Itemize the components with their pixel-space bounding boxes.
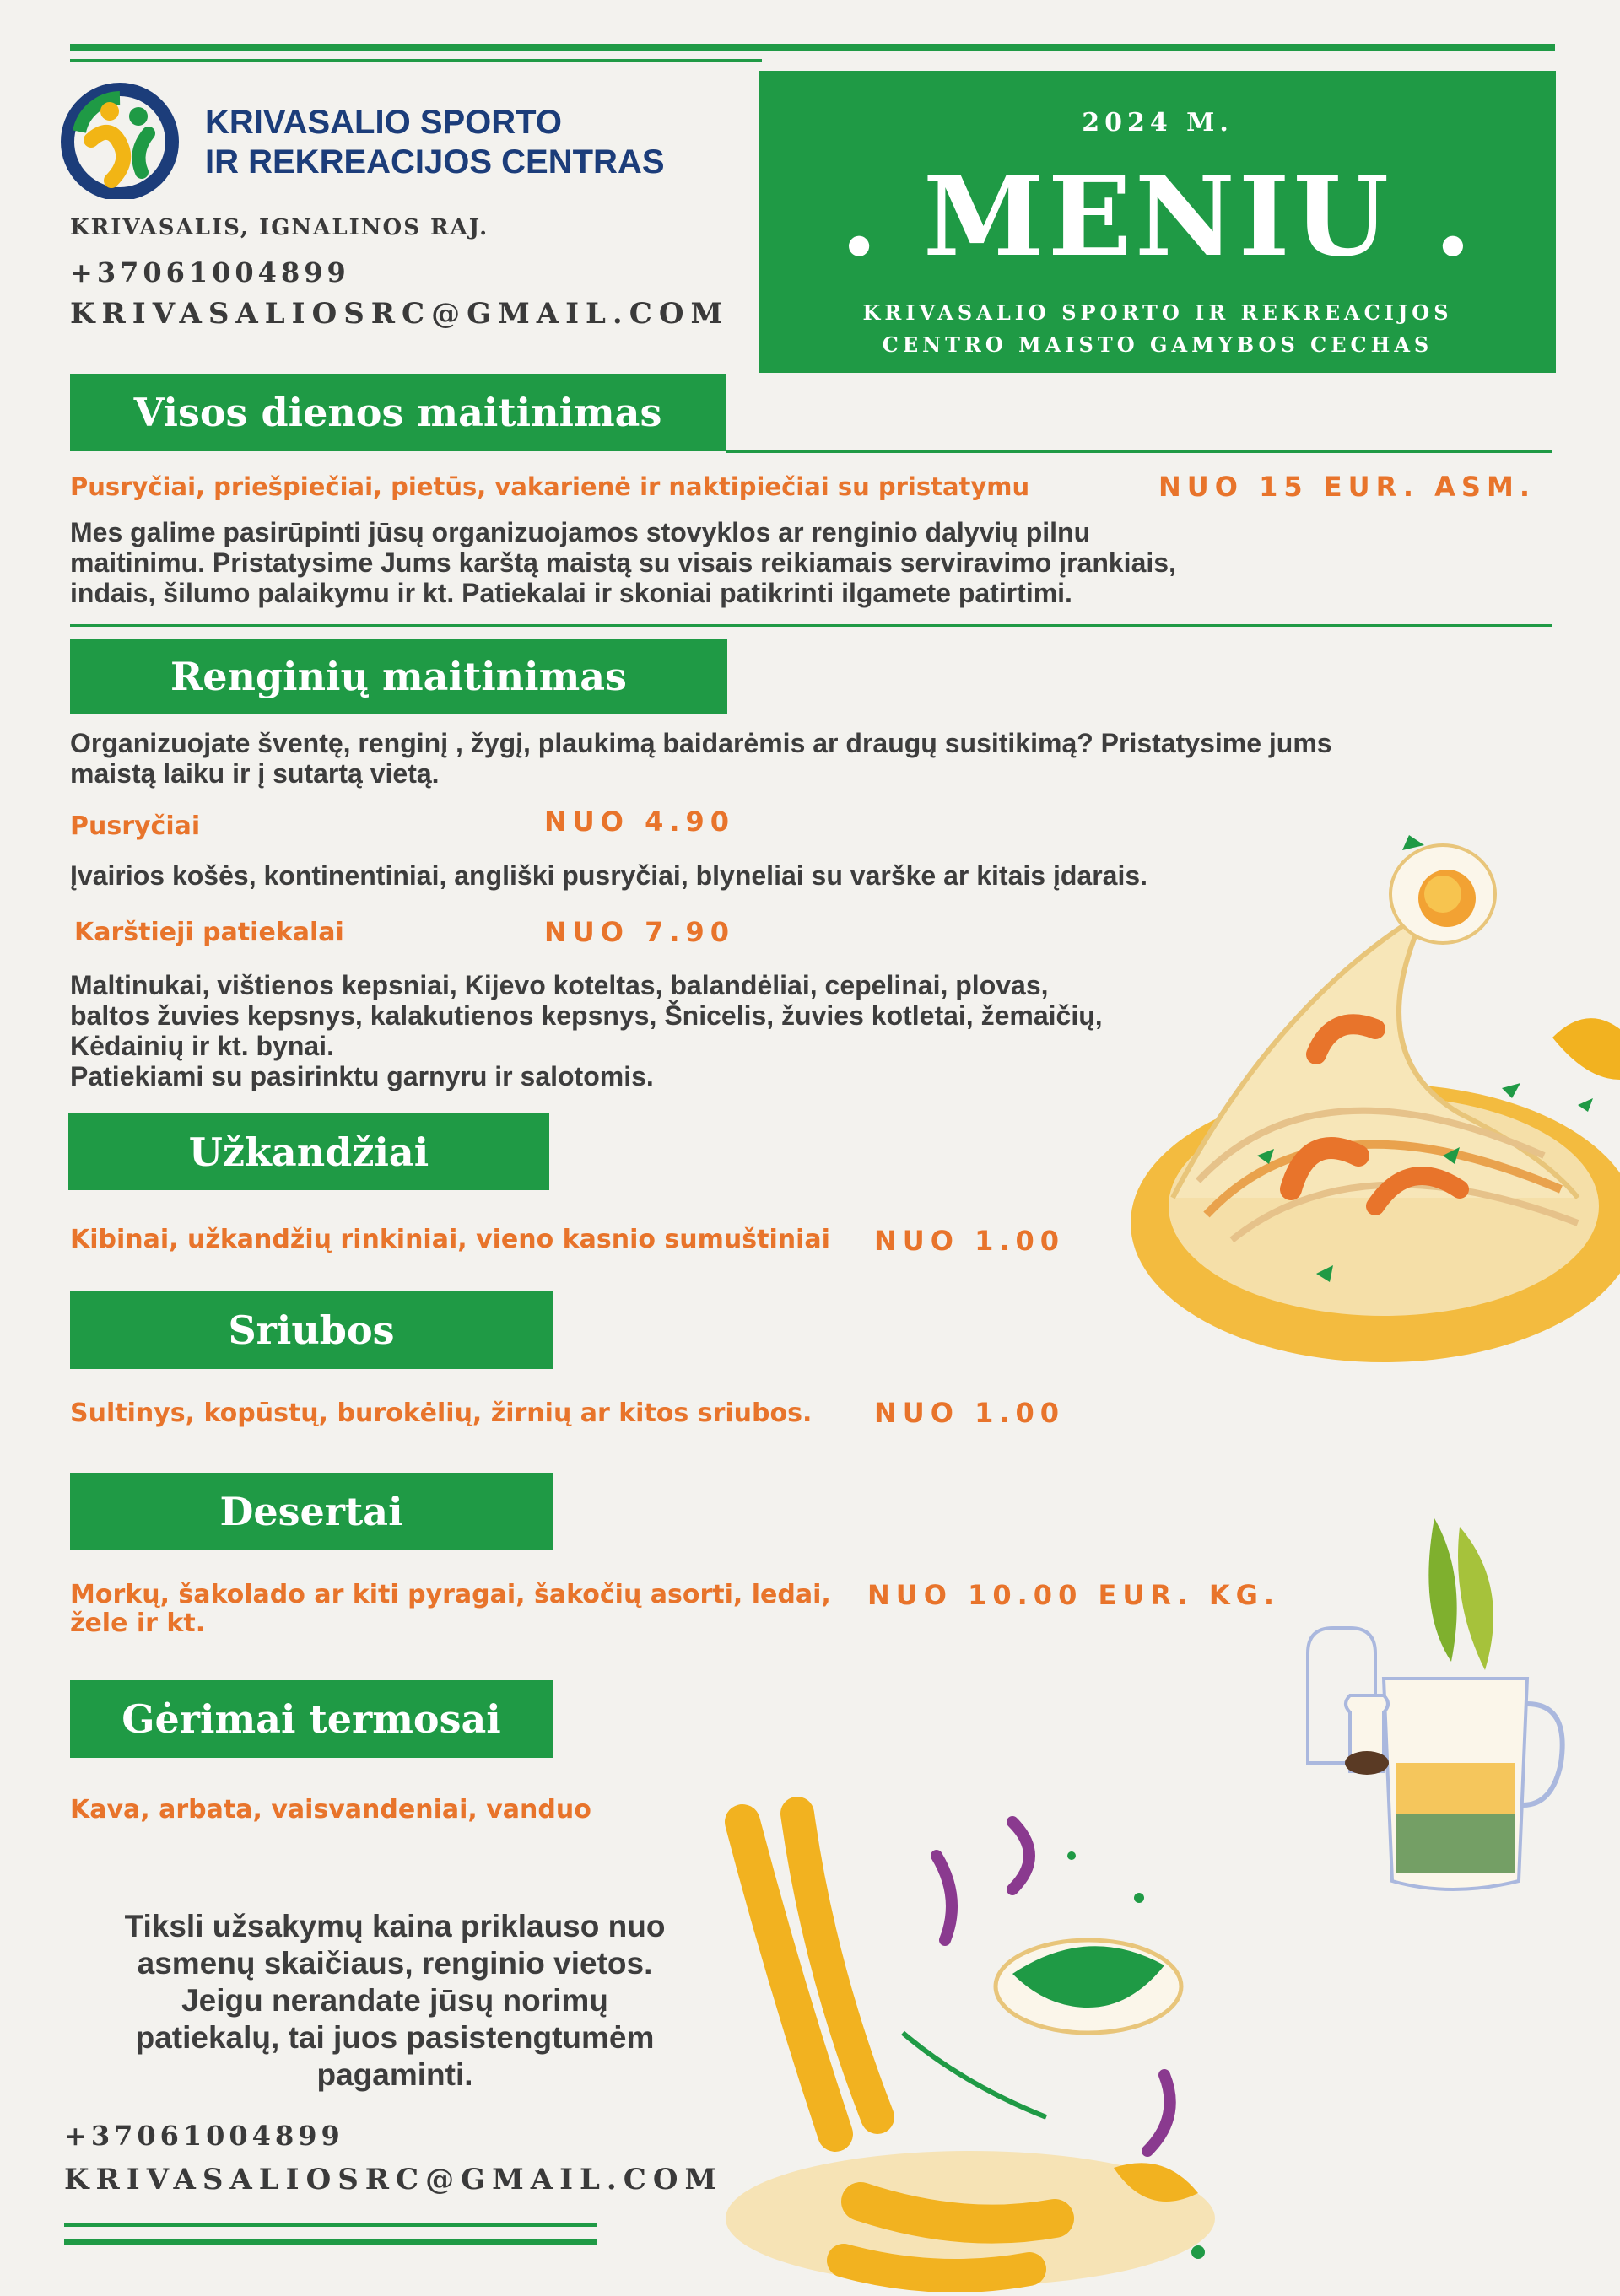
section-rule <box>726 450 1552 453</box>
section-title-desserts: Desertai <box>70 1473 553 1550</box>
skewers-illustration <box>692 1797 1249 2292</box>
top-rule-thin <box>70 59 762 62</box>
hot-dishes-description: Maltinukai, vištienos kepsniai, Kijevo koteltas, balandėliai, cepelinai, plovas, baltos žuvies kepsnys, kalakutienos kepsnys, Šnicelis, žuvies kotletai, žemaičių, Kėdainių ir kt. bynai. Patiekiami su pasirinktu garnyru ir salotomis. <box>70 970 1103 1091</box>
bottom-rule <box>64 2223 597 2227</box>
location-text: KRIVASALIS, IGNALINOS RAJ. <box>70 215 489 240</box>
hot-dishes-label: Karštieji patiekalai <box>74 918 344 947</box>
all-day-price: NUO 15 EUR. ASM. <box>1158 471 1536 503</box>
section-title-all-day: Visos dienos maitinimas <box>70 374 726 451</box>
logo-icon <box>61 81 179 199</box>
all-day-item: Pusryčiai, priešpiečiai, pietūs, vakarienė ir naktipiečiai su pristatymu <box>70 472 1030 501</box>
bottom-rule-thick <box>64 2239 597 2245</box>
section-title-snacks: Užkandžiai <box>68 1113 549 1190</box>
events-intro: Organizuojate šventę, renginį , žygį, plaukimą baidarėmis ar draugų susitikimą? Pristatysime jums maistą laiku ir į sutartą vietą. <box>70 728 1332 789</box>
hot-dishes-price: NUO 7.90 <box>544 916 736 948</box>
all-day-description: Mes galime pasirūpinti jūsų organizuojamos stovyklos ar renginio dalyvių pilnu maitinimu. Pristatysime Jums karštą maistą su visais reikiamais serviravimo įrankiais, indais, šilumo palaikymu ir kt. Patiekalai ir skoniai patikrinti ilgamete patirtimi. <box>70 517 1176 608</box>
banner-year: 2024 M. <box>1082 108 1234 137</box>
email-text: KRIVASALIOSRC@GMAIL.COM <box>70 297 730 331</box>
soups-price: NUO 1.00 <box>874 1397 1066 1429</box>
section-title-soups: Sriubos <box>70 1291 553 1369</box>
footer-note: Tiksli užsakymų kaina priklauso nuo asmenų skaičiaus, renginio vietos. Jeigu nerandate jūsų norimų patiekalų, tai juos pasistengtumėm pagaminti. <box>124 1909 666 2092</box>
org-name-line1: KRIVASALIO SPORTO <box>205 104 563 141</box>
menu-banner <box>759 71 1556 373</box>
drinks-item: Kava, arbata, vaisvandeniai, vanduo <box>70 1795 591 1824</box>
banner-subtitle-line2: CENTRO MAISTO GAMYBOS CECHAS <box>882 332 1434 357</box>
banner-subtitle-line1: KRIVASALIO SPORTO IR REKREACIJOS <box>862 300 1453 325</box>
section-title-events: Renginių maitinimas <box>70 639 727 714</box>
drinks-illustration <box>1291 1510 1595 1898</box>
top-rule <box>70 44 1555 51</box>
breakfast-price: NUO 4.90 <box>544 806 736 838</box>
section-title-drinks: Gėrimai termosai <box>70 1680 553 1758</box>
footer-phone: +37061004899 <box>64 2120 344 2152</box>
snacks-item: Kibinai, užkandžių rinkiniai, vieno kasnio sumuštiniai <box>70 1225 830 1254</box>
desserts-item: Morkų, šakolado ar kiti pyragai, šakočių asorti, ledai, žele ir kt. <box>70 1580 831 1638</box>
snacks-price: NUO 1.00 <box>874 1225 1066 1257</box>
org-name-line2: IR REKREACIJOS CENTRAS <box>205 143 665 181</box>
footer-email: KRIVASALIOSRC@GMAIL.COM <box>64 2163 724 2196</box>
banner-title: . MENIU . <box>840 152 1476 281</box>
breakfast-description: Įvairios košės, kontinentiniai, angliški pusryčiai, blyneliai su varške ar kitais įdarais. <box>70 860 1148 891</box>
section-rule <box>70 624 1552 627</box>
breakfast-label: Pusryčiai <box>70 811 201 841</box>
desserts-price: NUO 10.00 EUR. KG. <box>867 1579 1281 1611</box>
phone-text: +37061004899 <box>70 256 350 288</box>
noodle-bowl-illustration <box>1105 835 1620 1409</box>
soups-item: Sultinys, kopūstų, burokėlių, žirnių ar kitos sriubos. <box>70 1399 813 1428</box>
